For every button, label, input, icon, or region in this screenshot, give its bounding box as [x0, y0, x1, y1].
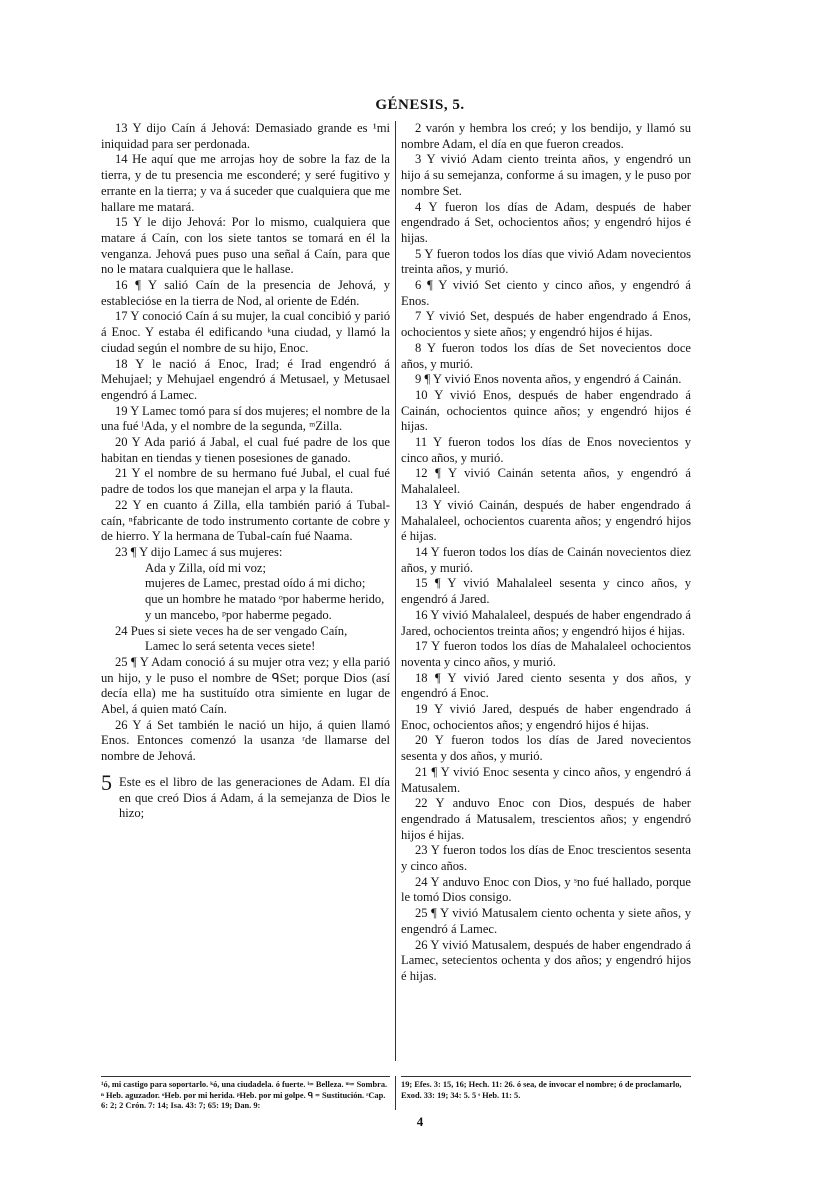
- poem-line: Ada y Zilla, oíd mi voz;: [145, 560, 267, 575]
- verse: 19 Y vivió Jared, después de haber engendrado á Enoc, ochocientos años; y engendró hijos é hijas.: [401, 702, 691, 732]
- verse: 17 Y conoció Caín á su mujer, la cual concibió y parió á Enoc. Y estaba él edificando ᵏuna ciudad, y llamó la ciudad según el nombre de su hijo, Enoc.: [101, 309, 390, 355]
- verse: 25 ¶ Y vivió Matusalem ciento ochenta y siete años, y engendró á Lamec.: [401, 906, 691, 936]
- verse: 12 ¶ Y vivió Cainán setenta años, y engendró á Mahalaleel.: [401, 466, 691, 497]
- verse: 18 Y le nació á Enoc, Irad; é Irad engendró á Mehujael; y Mehujael engendró á Metusael, y Metusael engendró á Lamec.: [101, 356, 390, 402]
- verse: 21 Y el nombre de su hermano fué Jubal, el cual fué padre de todos los que manejan el arpa y la flauta.: [101, 466, 390, 497]
- poem-line: y un mancebo, ᵖpor haberme pegado.: [145, 607, 332, 622]
- chapter-number: 5: [101, 769, 112, 795]
- verse: 19 Y Lamec tomó para sí dos mujeres; el nombre de la una fué ˡAda, y el nombre de la segunda, ᵐZilla.: [101, 403, 390, 434]
- footnotes-left: ¹ó, mi castigo para soportarlo. ᵏó, una ciudadela. ó fuerte. ˡ= Belleza. ᵐ= Sombra. ⁿ Heb. aguzador. ᵒHeb. por mi herida. ᵖHeb. por mi golpe. ᑫ = Sustitución. ʳCap. 6: 2; 2 Crón. 7: 14; Isa. 43: 7; 65: 19; Dan. 9:: [101, 1076, 390, 1112]
- footnote-divider: [395, 1076, 396, 1110]
- verse: 24 Y anduvo Enoc con Dios, y ˢno fué hallado, porque le tomó Dios consigo.: [401, 874, 691, 905]
- verse: 21 ¶ Y vivió Enoc sesenta y cinco años, y engendró á Matusalem.: [401, 764, 691, 795]
- poem-line: Lamec lo será setenta veces siete!: [145, 639, 316, 654]
- verse: 22 Y en cuanto á Zilla, ella también parió á Tubal-caín, ⁿfabricante de todo instrumento cortante de cobre y de hierro. Y la hermana de Tubal-caín fué Naama.: [101, 497, 390, 544]
- verse: 13 Y dijo Caín á Jehová: Demasiado grande es ¹mi iniquidad para ser perdonada.: [101, 121, 390, 151]
- poem: [101, 561, 390, 624]
- left-column: [101, 121, 390, 822]
- page-number: 4: [416, 1114, 424, 1129]
- verse: 3 Y vivió Adam ciento treinta años, y engendró un hijo á su semejanza, conforme á su imagen, y le puso por nombre Set.: [401, 152, 691, 198]
- chapter-text: Este es el libro de las generaciones de Adam. El día en que creó Dios á Adam, á la semejanza de Dios le hizo;: [119, 774, 390, 821]
- verse: 14 He aquí que me arrojas hoy de sobre la faz de la tierra, y de tu presencia me esconderé; y seré fugitivo y errante en la tierra; y va á suceder que cualquiera que me hallare me matará.: [101, 152, 390, 214]
- verse: 26 Y á Set también le nació un hijo, á quien llamó Enos. Entonces comenzó la usanza ʳde llamarse del nombre de Jehová.: [101, 717, 390, 764]
- verse: 11 Y fueron todos los días de Enos novecientos y cinco años, y murió.: [401, 435, 691, 465]
- verse: 2 varón y hembra los creó; y los bendijo, y llamó su nombre Adam, el día en que fueron creados.: [401, 121, 691, 151]
- verse: 9 ¶ Y vivió Enos noventa años, y engendró á Cainán.: [415, 372, 682, 387]
- verse: 25 ¶ Y Adam conoció á su mujer otra vez; y ella parió un hijo, y le puso el nombre de ᑫSet; porque Dios (así decía ella) me ha sustituído otra simiente en lugar de Abel, á quien mató Caín.: [101, 654, 390, 717]
- verse: 10 Y vivió Enos, después de haber engendrado á Cainán, ochocientos quince años; y engendró hijos é hijas.: [401, 387, 691, 434]
- verse: 23 ¶ Y dijo Lamec á sus mujeres:: [115, 544, 283, 559]
- page-title: GÉNESIS, 5.: [375, 97, 465, 113]
- poem-line: que un hombre he matado ᵒpor haberme herido,: [145, 592, 385, 607]
- verse: 7 Y vivió Set, después de haber engendrado á Enos, ochocientos y siete años; y engendró hijos é hijas.: [401, 309, 691, 340]
- verse: 20 Y fueron todos los días de Jared novecientos sesenta y dos años, y murió.: [401, 733, 691, 764]
- footnotes-right: 19; Efes. 3: 15, 16; Hech. 11: 26. ó sea, de invocar el nombre; ó de proclamarlo, Exod. 33: 19; 34: 5. 5 ˢ Heb. 11: 5.: [401, 1076, 691, 1101]
- verse: 5 Y fueron todos los días que vivió Adam novecientos treinta años, y murió.: [401, 246, 691, 277]
- chapter-start: [101, 769, 390, 822]
- verse: 18 ¶ Y vivió Jared ciento sesenta y dos años, y engendró á Enoc.: [401, 670, 691, 701]
- verse: 16 ¶ Y salió Caín de la presencia de Jehová, y establecióse en la tierra de Nod, al oriente de Edén.: [101, 278, 390, 308]
- verse: 16 Y vivió Mahalaleel, después de haber engendrado á Jared, ochocientos treinta años; y engendró hijos é hijas.: [401, 607, 691, 638]
- right-column: [401, 121, 691, 985]
- verse: 4 Y fueron los días de Adam, después de haber engendrado á Set, ochocientos años; y engendró hijos é hijas.: [401, 199, 691, 245]
- verse: 14 Y fueron todos los días de Cainán novecientos diez años, y murió.: [401, 544, 691, 575]
- verse: 23 Y fueron todos los días de Enoc trescientos sesenta y cinco años.: [401, 843, 691, 874]
- poem-line: mujeres de Lamec, prestad oído á mi dicho;: [145, 576, 366, 591]
- verse: 17 Y fueron todos los días de Mahalaleel ochocientos noventa y cinco años, y murió.: [401, 639, 691, 669]
- verse: 8 Y fueron todos los días de Set novecientos doce años, y murió.: [401, 340, 691, 371]
- verse: 15 Y le dijo Jehová: Por lo mismo, cualquiera que matare á Caín, con los siete tantos se tomará en él la venganza. Jehová pues puso una señal á Caín, para que no le matara cualquiera que le hallase.: [101, 215, 390, 277]
- verse: 13 Y vivió Cainán, después de haber engendrado á Mahalaleel, ochocientos cuarenta años; y engendró hijos é hijas.: [401, 497, 691, 544]
- column-divider: [395, 121, 396, 1061]
- verse: 24 Pues si siete veces ha de ser vengado Caín,: [115, 623, 348, 638]
- verse: 20 Y Ada parió á Jabal, el cual fué padre de los que habitan en tiendas y tienen posesiones de ganado.: [101, 435, 390, 465]
- verse: 15 ¶ Y vivió Mahalaleel sesenta y cinco años, y engendró á Jared.: [401, 576, 691, 607]
- verse: 26 Y vivió Matusalem, después de haber engendrado á Lamec, setecientos ochenta y dos años; y engendró hijos é hijas.: [401, 937, 691, 983]
- verse: 6 ¶ Y vivió Set ciento y cinco años, y engendró á Enos.: [401, 278, 691, 308]
- verse: 22 Y anduvo Enoc con Dios, después de haber engendrado á Matusalem, trescientos años; y engendró hijos é hijas.: [401, 796, 691, 842]
